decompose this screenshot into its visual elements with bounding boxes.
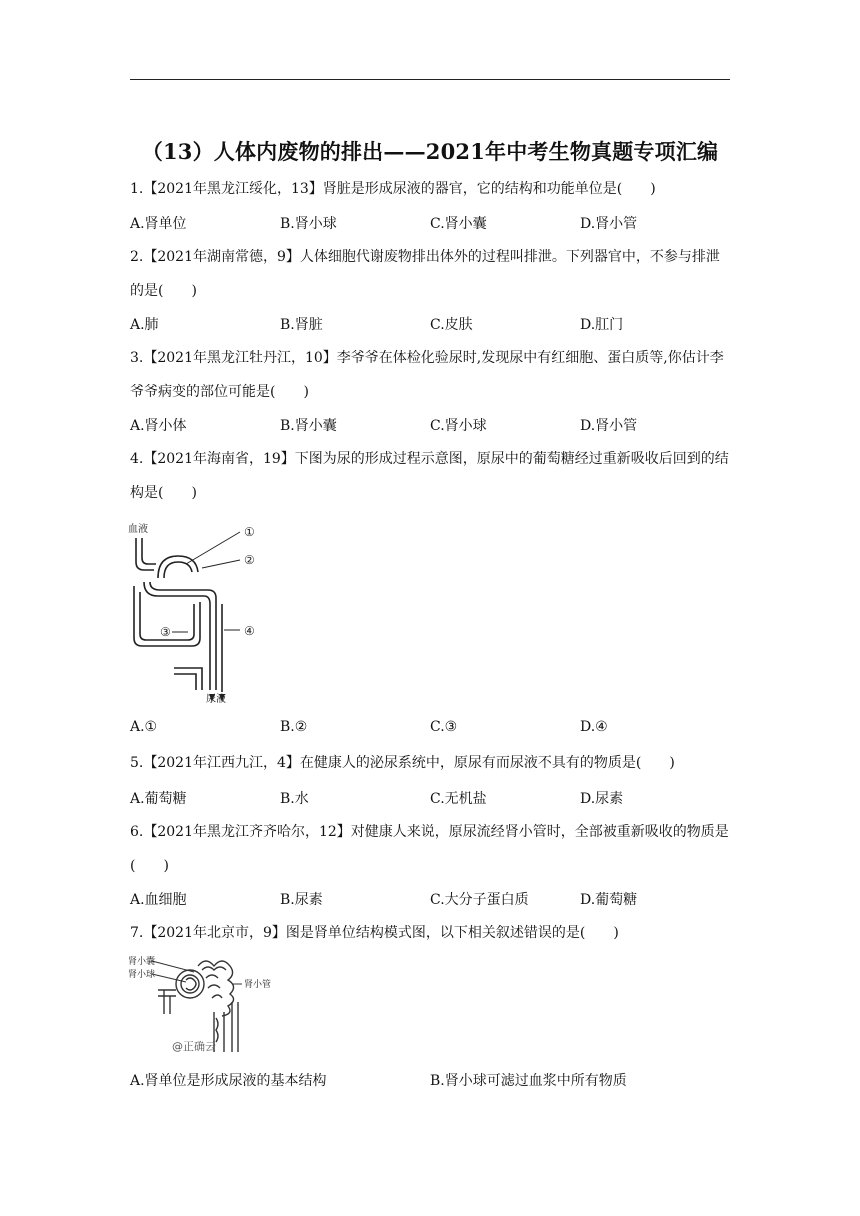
option-c[interactable]: C.③ [430,719,458,735]
option-b[interactable]: B.水 [280,791,309,807]
page-title: （13）人体内废物的排出——2021年中考生物真题专项汇编 [141,139,719,164]
label-renal-capsule: 肾小囊 [128,957,156,967]
option-b[interactable]: B.肾小囊 [280,418,337,434]
urine-formation-diagram [128,520,268,705]
option-d[interactable]: D.④ [580,719,608,735]
question-5-options [130,788,730,812]
option-c[interactable]: C.肾小囊 [430,216,487,232]
option-b[interactable]: B.肾小球可滤过血浆中所有物质 [430,1073,627,1089]
watermark: @正确云 [172,1040,216,1053]
option-b[interactable]: B.② [280,719,308,735]
option-d[interactable]: D.肾小管 [580,216,638,232]
option-a[interactable]: A.肾单位 [130,216,187,232]
option-a[interactable]: A.肾小体 [130,418,187,434]
marker-1: ① [244,525,255,539]
option-a[interactable]: A.肾单位是形成尿液的基本结构 [130,1073,327,1089]
urine-label: 尿液 [206,694,226,705]
marker-4: ④ [244,624,255,638]
question-7-text: 7.【2021年北京市，9】图是肾单位结构模式图，以下相关叙述错误的是( ) [130,925,619,941]
question-3-text: 3.【2021年黑龙江牡丹江，10】李爷爷在体检化验尿时,发现尿中有红细胞、蛋白质等,你估计李爷爷病变的部位可能是( ) [130,350,724,400]
option-c[interactable]: C.肾小球 [430,418,487,434]
question-6-text: 6.【2021年黑龙江齐齐哈尔，12】对健康人来说，原尿流经肾小管时，全部被重新吸收的物质是( ) [130,824,729,874]
option-c[interactable]: C.无机盐 [430,791,487,807]
option-d[interactable]: D.肾小管 [580,418,638,434]
header-rule [130,79,730,80]
question-4-options [130,719,730,743]
option-a[interactable]: A.肺 [130,317,159,333]
option-a[interactable]: A.血细胞 [130,892,187,908]
blood-label: 血液 [128,524,148,535]
option-d[interactable]: D.尿素 [580,791,624,807]
option-b[interactable]: B.尿素 [280,892,323,908]
question-6-options [130,889,730,913]
option-a[interactable]: A.① [130,719,158,735]
option-b[interactable]: B.肾小球 [280,216,337,232]
option-d[interactable]: D.葡萄糖 [580,892,638,908]
question-2-text: 2.【2021年湖南常德，9】人体细胞代谢废物排出体外的过程叫排泄。下列器官中，不参与排泄的是( ) [130,249,720,299]
option-b[interactable]: B.肾脏 [280,317,323,333]
option-a[interactable]: A.葡萄糖 [130,791,187,807]
option-d[interactable]: D.肛门 [580,317,624,333]
marker-2: ② [244,553,255,567]
label-renal-tubule: 肾小管 [244,980,272,990]
option-c[interactable]: C.大分子蛋白质 [430,892,529,908]
marker-3: ③ [160,625,171,639]
question-5-text: 5.【2021年江西九江，4】在健康人的泌尿系统中，原尿有而尿液不具有的物质是( ) [130,755,675,771]
question-4-text: 4.【2021年海南省，19】下图为尿的形成过程示意图，原尿中的葡萄糖经过重新吸收后回到的结构是( ) [130,451,729,501]
question-2-options [130,314,730,338]
question-1-text: 1.【2021年黑龙江绥化，13】肾脏是形成尿液的器官，它的结构和功能单位是( ) [130,181,656,197]
option-c[interactable]: C.皮肤 [430,317,473,333]
nephron-diagram [128,952,288,1060]
label-glomerulus: 肾小球 [128,970,156,980]
question-7-options [130,1070,730,1094]
question-1-options [130,213,730,237]
question-3-options [130,415,730,439]
